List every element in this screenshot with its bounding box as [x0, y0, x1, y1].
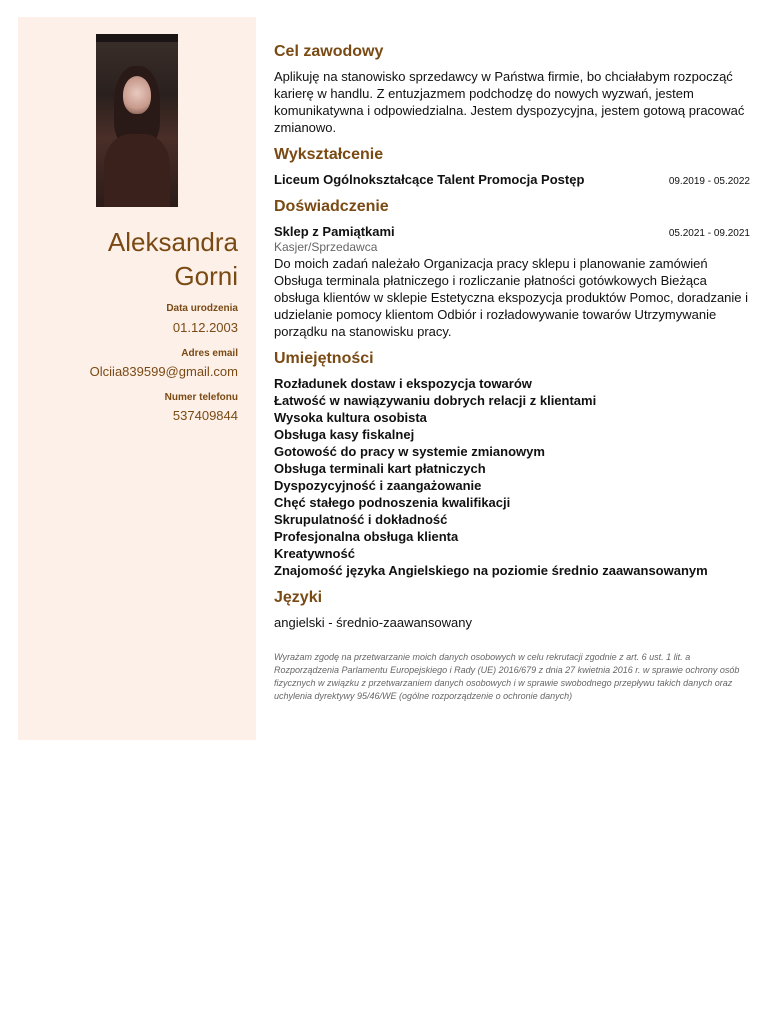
phone-label: Numer telefonu: [164, 392, 238, 403]
objective-text: Aplikuję na stanowisko sprzedawcy w Państwa firmie, bo chciałabym rozpocząć karierę w handlu. Z entuzjazmem podchodzę do nowych wyzwań, jestem komunikatywna i odpowiedzialna. Jestem dyspozycyjna, jestem gotową pracować zmianowo.: [274, 69, 745, 135]
birth-date-label: Data urodzenia: [166, 303, 238, 314]
experience-dates: 05.2021 - 09.2021: [668, 228, 750, 239]
skills-title: Umiejętności: [274, 350, 374, 367]
photo-face: [123, 76, 151, 114]
email-value[interactable]: Olciia839599@gmail.com: [89, 364, 238, 379]
photo-body: [104, 134, 170, 207]
education-row: [274, 171, 750, 188]
objective-title: Cel zawodowy: [274, 43, 384, 60]
birth-date-value: 01.12.2003: [172, 320, 238, 335]
skill-item: Obsługa terminali kart płatniczych: [274, 461, 486, 476]
last-name: Gorni: [174, 261, 238, 291]
phone-value: 537409844: [172, 408, 238, 423]
phone-statusbar: [96, 34, 178, 42]
skill-item: Łatwość w nawiązywaniu dobrych relacji z klientami: [274, 393, 597, 408]
skill-item: Rozładunek dostaw i ekspozycja towarów: [274, 376, 532, 391]
school-name: Liceum Ogólnokształcące Talent Promocja Postęp: [274, 172, 585, 187]
skills-section: [274, 349, 750, 579]
experience-section: [274, 197, 750, 340]
full-name: [18, 225, 238, 293]
email-label: Adres email: [181, 348, 238, 359]
skill-item: Dyspozycyjność i zaangażowanie: [274, 478, 482, 493]
skill-item: Znajomość języka Angielskiego na poziomie średnio zaawansowanym: [274, 563, 708, 578]
experience-row: [274, 223, 750, 240]
job-role: Kasjer/Sprzedawca: [274, 240, 378, 254]
experience-title: Doświadczenie: [274, 198, 389, 215]
objective-section: [274, 42, 750, 136]
skills-list: [274, 375, 750, 579]
languages-text: angielski - średnio-zaawansowany: [274, 615, 472, 630]
profile-photo: [96, 34, 178, 207]
skill-item: Profesjonalna obsługa klienta: [274, 529, 459, 544]
skill-item: Gotowość do pracy w systemie zmianowym: [274, 444, 545, 459]
experience-description: Do moich zadań należało Organizacja pracy sklepu i planowanie zamówień Obsługa terminala płatniczego i rozliczanie płatności gotówkowych Bieżąca obsługa klientów w sklepie Estetyczna ekspozycja produktów Pomoc, doradzanie i udzielanie pomocy klientom Odbiór i rozładowywanie towarów Utrzymywanie porządku na stanowisku pracy.: [274, 256, 749, 339]
education-section: [274, 145, 750, 188]
education-title: Wykształcenie: [274, 146, 384, 163]
languages-title: Języki: [274, 589, 323, 606]
main-content: [274, 42, 750, 703]
languages-section: [274, 588, 750, 631]
skill-item: Wysoka kultura osobista: [274, 410, 427, 425]
company-name: Sklep z Pamiątkami: [274, 224, 395, 239]
skill-item: Chęć stałego podnoszenia kwalifikacji: [274, 495, 511, 510]
gdpr-consent: Wyrażam zgodę na przetwarzanie moich danych osobowych w celu rekrutacji zgodnie z art. 6 ust. 1 lit. a Rozporządzenia Parlamentu Europejskiego i Rady (UE) 2016/679 z dnia 27 kwietnia 2016 r. w sprawie ochrony osób fizycznych w związku z przetwarzaniem danych osobowych i w sprawie swobodnego przepływu takich danych oraz uchylenia dyrektywy 95/46/WE (ogólne rozporządzenie o ochronie danych): [274, 652, 740, 701]
education-dates: 09.2019 - 05.2022: [668, 176, 750, 187]
skill-item: Obsługa kasy fiskalnej: [274, 427, 415, 442]
first-name: Aleksandra: [107, 227, 238, 257]
sidebar: [18, 17, 256, 740]
skill-item: Skrupulatność i dokładność: [274, 512, 448, 527]
skill-item: Kreatywność: [274, 546, 355, 561]
